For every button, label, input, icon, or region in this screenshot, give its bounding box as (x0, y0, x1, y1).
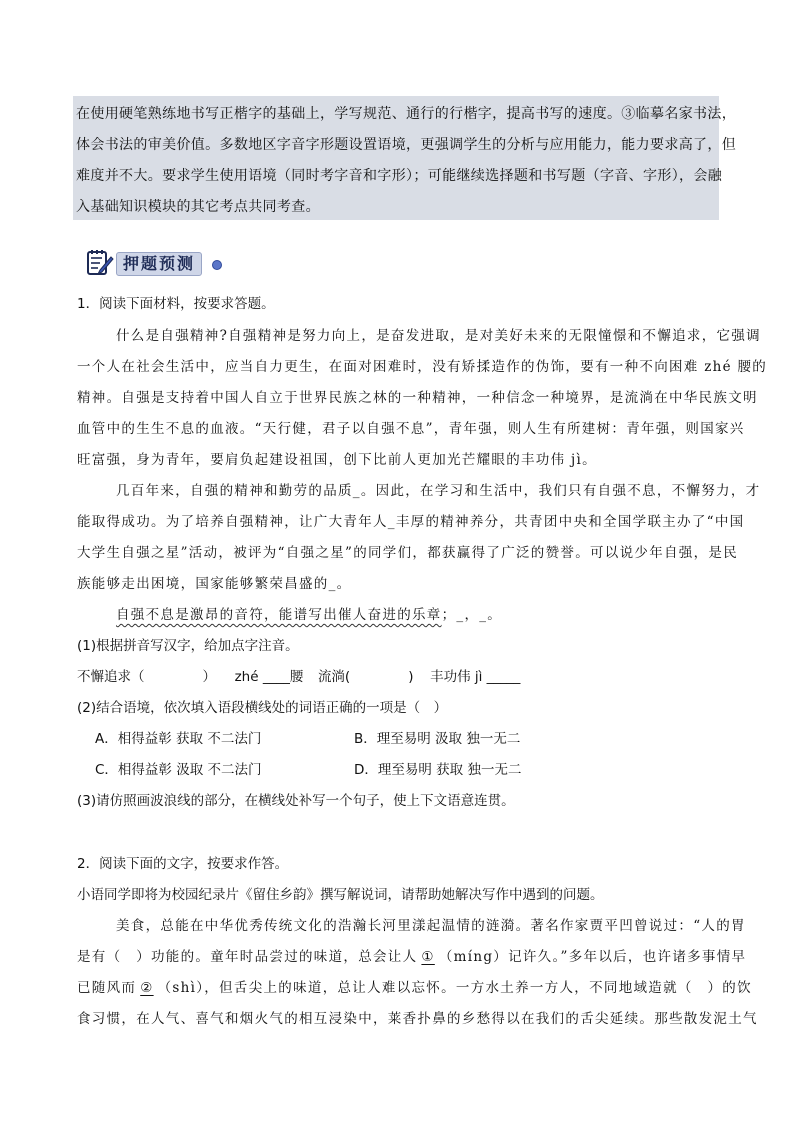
sub-question-3: (3)请仿照画波浪线的部分，在横线处补写一个句子，使上下文语意连贯。 (77, 793, 515, 809)
fill-word: ) (408, 669, 414, 685)
blank-slots: ；_，_。 (441, 607, 503, 623)
passage-line: 精神。自强是支持着中国人自立于世界民族之林的一种精神，一种信念一种境界，是流淌在中华民族文明 (77, 390, 758, 406)
exam-analysis-box (73, 96, 737, 220)
notebook-pencil-icon (86, 248, 114, 276)
passage-line (116, 603, 502, 623)
passage-line: 能取得成功。为了培养自强精神，让广大青年人_丰厚的精神养分，共青团中央和全国学联主办了“中国 (77, 514, 745, 530)
passage-line: 什么是自强精神?自强精神是努力向上，是奋发进取，是对美好未来的无限憧憬和不懈追求，它强调 (116, 328, 761, 344)
passage-line: 血管中的生生不息的血液。“天行健，君子以自强不息”，青年强，则人生有所建树：青年强，则国家兴 (77, 421, 745, 437)
section-heading (86, 248, 236, 278)
passage-text: 已随风而 (77, 980, 137, 996)
passage-line: 旺富强，身为青年，要肩负起建设祖国，创下比前人更加光芒耀眼的丰功伟 jì。 (77, 452, 597, 468)
passage-line: 一个人在社会生活中，应当自力更生，在面对困难时，没有矫揉造作的伪饰，要有一种不向困难 zhé 腰的 (77, 359, 768, 375)
option-a[interactable]: A．相得益彰 获取 不二法门 (95, 731, 262, 747)
passage-text: （míng）记许久。”多年以后，也许诸多事情早 (438, 949, 747, 965)
question-1-prompt: 1．阅读下面材料，按要求答题。 (77, 296, 275, 312)
option-d[interactable]: D．理至易明 获取 独一无二 (354, 762, 522, 778)
fill-word: 丰功伟 jì _____ (430, 669, 521, 685)
option-c[interactable]: C．相得益彰 汲取 不二法门 (95, 762, 262, 778)
option-b[interactable]: B．理至易明 汲取 独一无二 (354, 731, 521, 747)
passage-line: 美食，总能在中华优秀传统文化的浩瀚长河里漾起温情的涟漪。著名作家贾平凹曾说过：“人的胃 (116, 918, 746, 934)
summary-line: 在使用硬笔熟练地书写正楷字的基础上，学写规范、通行的行楷字，提高书写的速度。③临摹名家书法， (76, 106, 737, 122)
passage-line: 大学生自强之星”活动，被评为“自强之星”的同学们，都获赢得了广泛的赞誉。可以说少年自强，是民 (77, 545, 739, 561)
marker-2: ② (140, 980, 154, 996)
passage-line (77, 976, 752, 996)
fill-in-row (77, 665, 777, 685)
passage-line: 食习惯，在人气、喜气和烟火气的相互浸染中，莱香扑鼻的乡愁得以在我们的舌尖延续。那些散发泥土气 (77, 1011, 758, 1027)
summary-line: 体会书法的审美价值。多数地区字音字形题设置语境，更强调学生的分析与应用能力，能力要求高了，但 (76, 137, 737, 153)
fill-word: 不懈追求（ (77, 669, 145, 685)
sub-question-2: (2)结合语境，依次填入语段横线处的词语正确的一项是（ ） (77, 700, 448, 716)
passage-line: 族能够走出困境，国家能够繁荣昌盛的_。 (77, 576, 352, 592)
fill-word: zhé ____腰 (234, 669, 304, 685)
marker-1: ① (421, 949, 435, 965)
sub-question-1: (1)根据拼音写汉字，给加点字注音。 (77, 638, 299, 654)
passage-text: 是有（ ）功能的。童年时品尝过的味道，总会让人 (77, 949, 418, 965)
summary-line: 难度并不大。要求学生使用语境（同时考字音和字形）；可能继续选择题和书写题（字音、字形），会融 (76, 168, 723, 184)
passage-line (77, 945, 746, 965)
wavy-underlined-sentence: 自强不息是激昂的音符，能谱写出催人奋进的乐章 (116, 607, 442, 623)
question-2-prompt: 2．阅读下面的文字，按要求作答。 (77, 856, 289, 872)
section-title: 押题预测 (116, 252, 202, 276)
question-2-intro: 小语同学即将为校园纪录片《留住乡韵》撰写解说词，请帮助她解决写作中遇到的问题。 (77, 887, 604, 903)
fill-word: ） (202, 669, 216, 685)
passage-text: （shì），但舌尖上的味道，总让人难以忘怀。一方水土养一方人，不同地域造就（ ）的饮 (157, 980, 752, 996)
passage-line: 几百年来，自强的精神和勤劳的品质_。因此，在学习和生活中，我们只有自强不息，不懈努力，才 (116, 483, 761, 499)
fill-word: 流淌( (317, 669, 351, 685)
summary-line: 入基础知识模块的其它考点共同考查。 (76, 199, 320, 215)
bullet-dot-icon (212, 260, 222, 270)
